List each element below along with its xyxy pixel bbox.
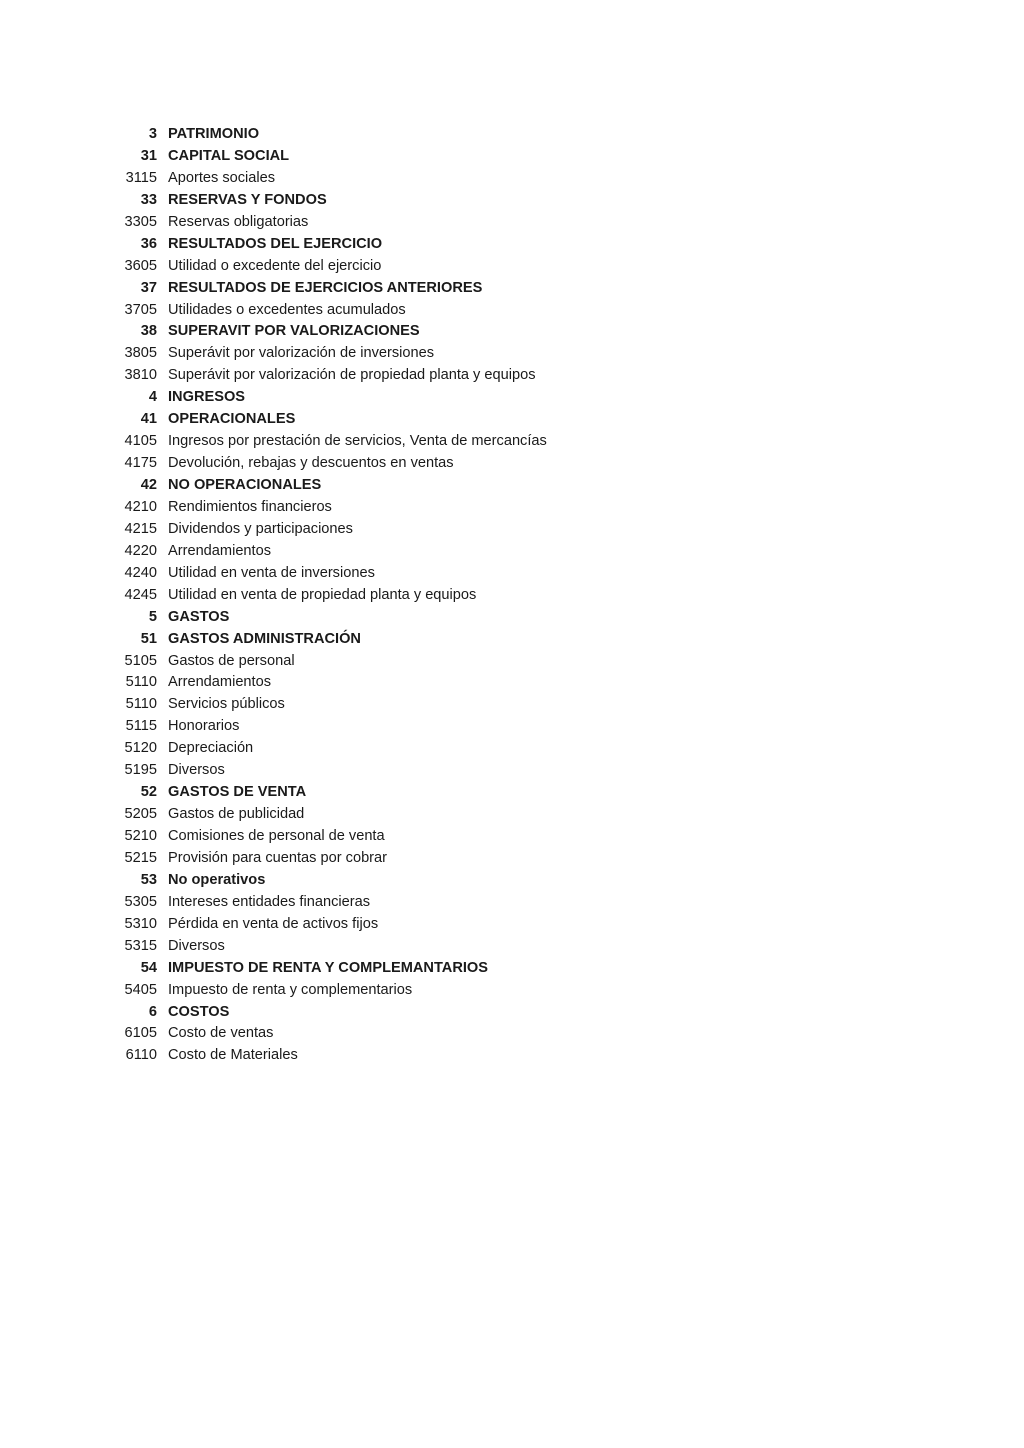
account-row: [100, 453, 800, 475]
account-code: 3705: [124, 301, 157, 318]
account-row: [100, 914, 800, 936]
account-group-row: [100, 146, 800, 168]
account-name: GASTOS DE VENTA: [168, 784, 307, 801]
account-code: 4: [148, 389, 157, 406]
account-code: 4220: [124, 542, 157, 559]
account-name: Diversos: [168, 937, 225, 954]
account-code: 3305: [124, 213, 157, 230]
account-code: 5105: [124, 652, 157, 669]
account-code: 5315: [124, 937, 157, 954]
account-row: [100, 804, 800, 826]
account-code: 5195: [124, 762, 157, 779]
account-code: 5405: [124, 981, 157, 998]
account-code: 5305: [124, 893, 157, 910]
account-row: [100, 168, 800, 190]
account-name: IMPUESTO DE RENTA Y COMPLEMANTARIOS: [168, 959, 489, 976]
account-name: CAPITAL SOCIAL: [168, 147, 290, 164]
account-name: Devolución, rebajas y descuentos en ventas: [168, 455, 454, 472]
account-row: [100, 651, 800, 673]
account-row: [100, 1023, 800, 1045]
account-group-row: [100, 782, 800, 804]
account-code: 5110: [125, 674, 157, 691]
account-row: [100, 694, 800, 716]
account-code: 6105: [124, 1025, 157, 1042]
account-code: 41: [140, 411, 157, 428]
account-code: 5205: [124, 806, 157, 823]
account-group-row: [100, 387, 800, 409]
account-group-row: [100, 607, 800, 629]
account-group-row: [100, 629, 800, 651]
account-row: [100, 365, 800, 387]
account-name: Costo de ventas: [168, 1025, 274, 1042]
account-code: 3: [148, 126, 157, 142]
account-name: Dividendos y participaciones: [168, 520, 353, 537]
account-code: 52: [140, 784, 157, 801]
account-row: [100, 431, 800, 453]
account-row: [100, 760, 800, 782]
account-code: 3810: [124, 367, 157, 384]
account-name: Depreciación: [168, 740, 254, 757]
account-name: COSTOS: [168, 1003, 230, 1020]
account-name: Utilidad o excedente del ejercicio: [168, 257, 382, 274]
account-row: [100, 892, 800, 914]
account-list: [100, 124, 800, 1067]
account-code: 3115: [125, 169, 157, 186]
account-code: 38: [140, 323, 157, 340]
account-name: Intereses entidades financieras: [168, 893, 371, 910]
account-name: Servicios públicos: [168, 696, 285, 713]
account-row: [100, 519, 800, 541]
account-code: 42: [140, 477, 157, 493]
account-code: 5210: [124, 828, 157, 844]
account-name: Gastos de personal: [168, 652, 295, 669]
account-code: 4105: [124, 433, 157, 450]
account-name: Ingresos por prestación de servicios, Venta de mercancías: [168, 433, 547, 450]
account-row: [100, 738, 800, 760]
account-group-row: [100, 958, 800, 980]
account-row: [100, 256, 800, 278]
account-name: Arrendamientos: [168, 674, 272, 691]
account-code: 6: [148, 1003, 157, 1020]
account-name: No operativos: [168, 871, 266, 888]
account-code: 36: [140, 235, 157, 252]
account-code: 5215: [124, 849, 157, 866]
account-name: Superávit por valorización de propiedad planta y equipos: [168, 367, 536, 384]
account-code: 4210: [124, 498, 157, 515]
account-name: Comisiones de personal de venta: [168, 828, 385, 844]
account-name: Utilidades o excedentes acumulados: [168, 301, 406, 318]
account-row: [100, 300, 800, 322]
account-row: [100, 672, 800, 694]
account-code: 3605: [124, 257, 157, 274]
account-code: 5: [148, 608, 157, 625]
account-code: 3805: [124, 345, 157, 362]
account-row: [100, 497, 800, 519]
account-group-row: [100, 190, 800, 212]
account-name: NO OPERACIONALES: [168, 477, 322, 493]
account-name: Superávit por valorización de inversiones: [168, 345, 435, 362]
account-code: 37: [140, 279, 157, 296]
account-name: INGRESOS: [168, 389, 246, 406]
account-group-row: [100, 870, 800, 892]
account-code: 4175: [124, 455, 157, 472]
account-name: Rendimientos financieros: [168, 498, 332, 515]
account-name: Honorarios: [168, 718, 240, 735]
account-group-row: [100, 234, 800, 256]
account-group-row: [100, 124, 800, 146]
account-name: Diversos: [168, 762, 225, 779]
account-code: 4240: [124, 564, 157, 581]
account-name: Arrendamientos: [168, 542, 272, 559]
account-row: [100, 212, 800, 234]
account-row: [100, 343, 800, 365]
account-group-row: [100, 475, 800, 497]
account-name: RESULTADOS DEL EJERCICIO: [168, 235, 383, 252]
account-name: Provisión para cuentas por cobrar: [168, 849, 388, 866]
account-name: Costo de Materiales: [168, 1047, 298, 1064]
account-name: Aportes sociales: [168, 169, 276, 186]
account-name: RESULTADOS DE EJERCICIOS ANTERIORES: [168, 279, 483, 296]
account-group-row: [100, 278, 800, 300]
account-group-row: [100, 321, 800, 343]
account-code: 5310: [124, 915, 157, 932]
account-name: Pérdida en venta de activos fijos: [168, 915, 379, 932]
account-name: GASTOS: [168, 608, 230, 625]
account-code: 4215: [124, 520, 157, 537]
account-code: 5115: [125, 718, 157, 735]
account-name: Gastos de publicidad: [168, 806, 305, 823]
account-code: 54: [140, 959, 157, 976]
account-name: Utilidad en venta de propiedad planta y equipos: [168, 586, 477, 603]
account-row: [100, 563, 800, 585]
account-code: 33: [140, 191, 157, 208]
account-row: [100, 848, 800, 870]
account-row: [100, 936, 800, 958]
account-name: SUPERAVIT POR VALORIZACIONES: [168, 323, 420, 340]
account-code: 53: [140, 871, 157, 888]
account-name: Utilidad en venta de inversiones: [168, 564, 375, 581]
account-code: 5120: [124, 740, 157, 757]
account-row: [100, 716, 800, 738]
account-row: [100, 826, 800, 848]
account-code: 31: [140, 147, 157, 164]
account-row: [100, 585, 800, 607]
account-name: RESERVAS Y FONDOS: [168, 191, 327, 208]
account-code: 5110: [125, 696, 157, 713]
account-name: Impuesto de renta y complementarios: [168, 981, 413, 998]
account-name: Reservas obligatorias: [168, 213, 309, 230]
account-name: OPERACIONALES: [168, 411, 296, 428]
account-code: 6110: [125, 1047, 157, 1064]
account-row: [100, 980, 800, 1002]
account-row: [100, 1045, 800, 1067]
account-group-row: [100, 1002, 800, 1024]
account-row: [100, 541, 800, 563]
account-group-row: [100, 409, 800, 431]
account-name: PATRIMONIO: [168, 126, 260, 142]
account-name: GASTOS ADMINISTRACIÓN: [168, 630, 361, 647]
account-code: 51: [140, 630, 157, 647]
account-code: 4245: [124, 586, 157, 603]
